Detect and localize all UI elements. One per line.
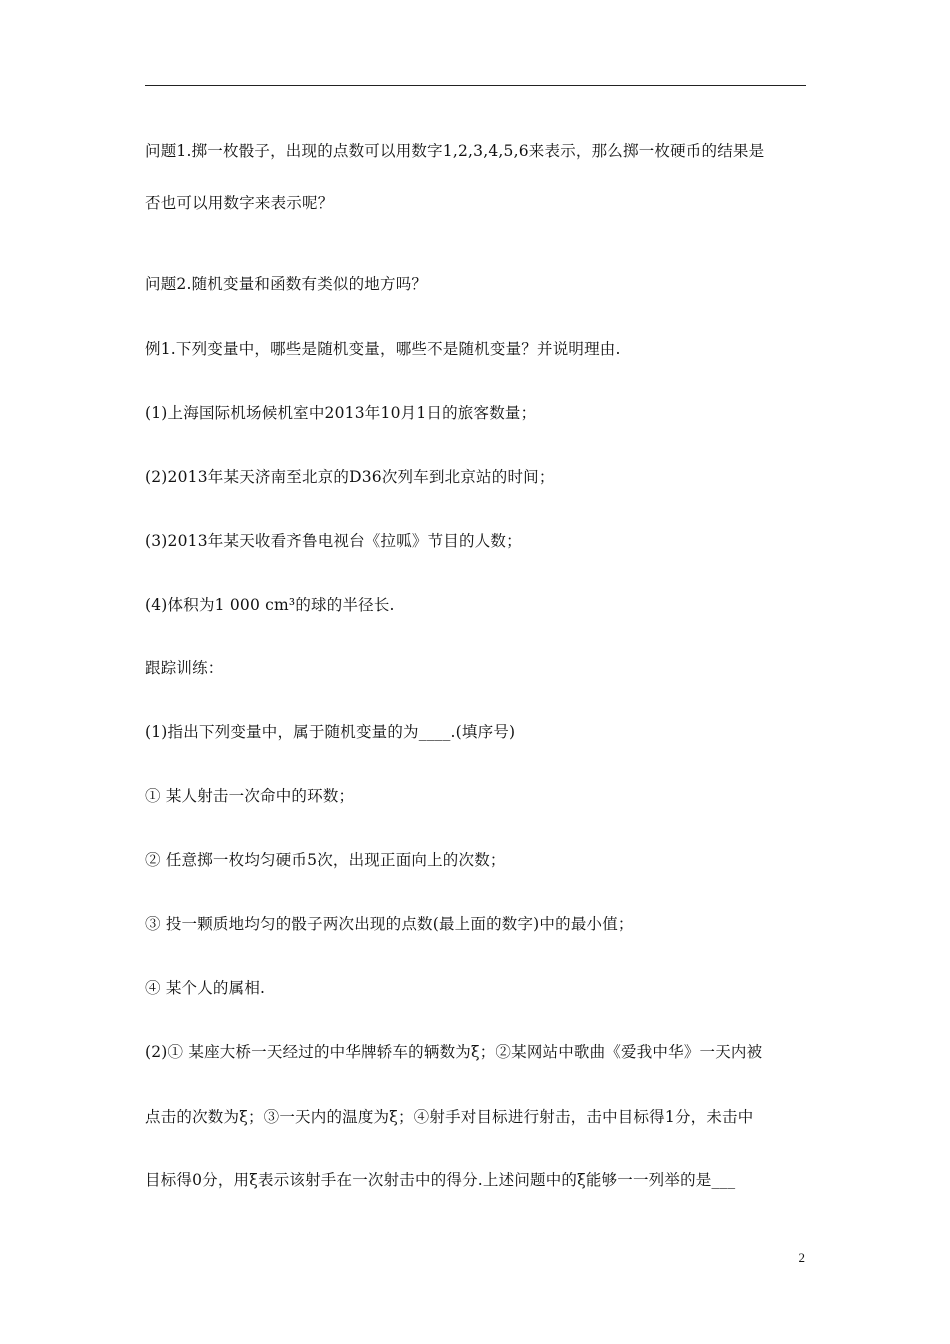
- practice-1-option-2: ② 任意掷一枚均匀硬币5次，出现正面向上的次数；: [145, 851, 506, 869]
- practice-heading: 跟踪训练：: [145, 659, 224, 677]
- question-1-line-2: 否也可以用数字来表示呢？: [145, 194, 334, 212]
- practice-2-line-1: (2)① 某座大桥一天经过的中华牌轿车的辆数为ξ；②某网站中歌曲《爱我中华》一天内被: [145, 1043, 763, 1061]
- question-1-line-1: 问题1.掷一枚骰子，出现的点数可以用数字1,2,3,4,5,6来表示，那么掷一枚硬币的结果是: [145, 142, 765, 160]
- practice-1: (1)指出下列变量中，属于随机变量的为____.(填序号): [145, 723, 516, 741]
- example-1-item-1: (1)上海国际机场候机室中2013年10月1日的旅客数量；: [145, 404, 537, 422]
- practice-1-option-4: ④ 某个人的属相.: [145, 979, 266, 997]
- practice-1-option-3: ③ 投一颗质地均匀的骰子两次出现的点数(最上面的数字)中的最小值；: [145, 915, 634, 933]
- example-1-item-3: (3)2013年某天收看齐鲁电视台《拉呱》节目的人数；: [145, 532, 522, 550]
- practice-2-line-3: 目标得0分，用ξ表示该射手在一次射击中的得分.上述问题中的ξ能够一一列举的是___: [145, 1171, 736, 1189]
- practice-2-line-2: 点击的次数为ξ；③一天内的温度为ξ；④射手对目标进行射击，击中目标得1分，未击中: [145, 1108, 754, 1126]
- example-1-item-4: (4)体积为1 000 cm³的球的半径长.: [145, 596, 395, 614]
- practice-1-option-1: ① 某人射击一次命中的环数；: [145, 787, 355, 805]
- page-number: 2: [798, 1250, 805, 1265]
- header-rule: [145, 85, 806, 86]
- question-2: 问题2.随机变量和函数有类似的地方吗？: [145, 275, 428, 293]
- example-1-item-2: (2)2013年某天济南至北京的D36次列车到北京站的时间；: [145, 468, 555, 486]
- example-1: 例1.下列变量中，哪些是随机变量，哪些不是随机变量？并说明理由.: [145, 340, 621, 358]
